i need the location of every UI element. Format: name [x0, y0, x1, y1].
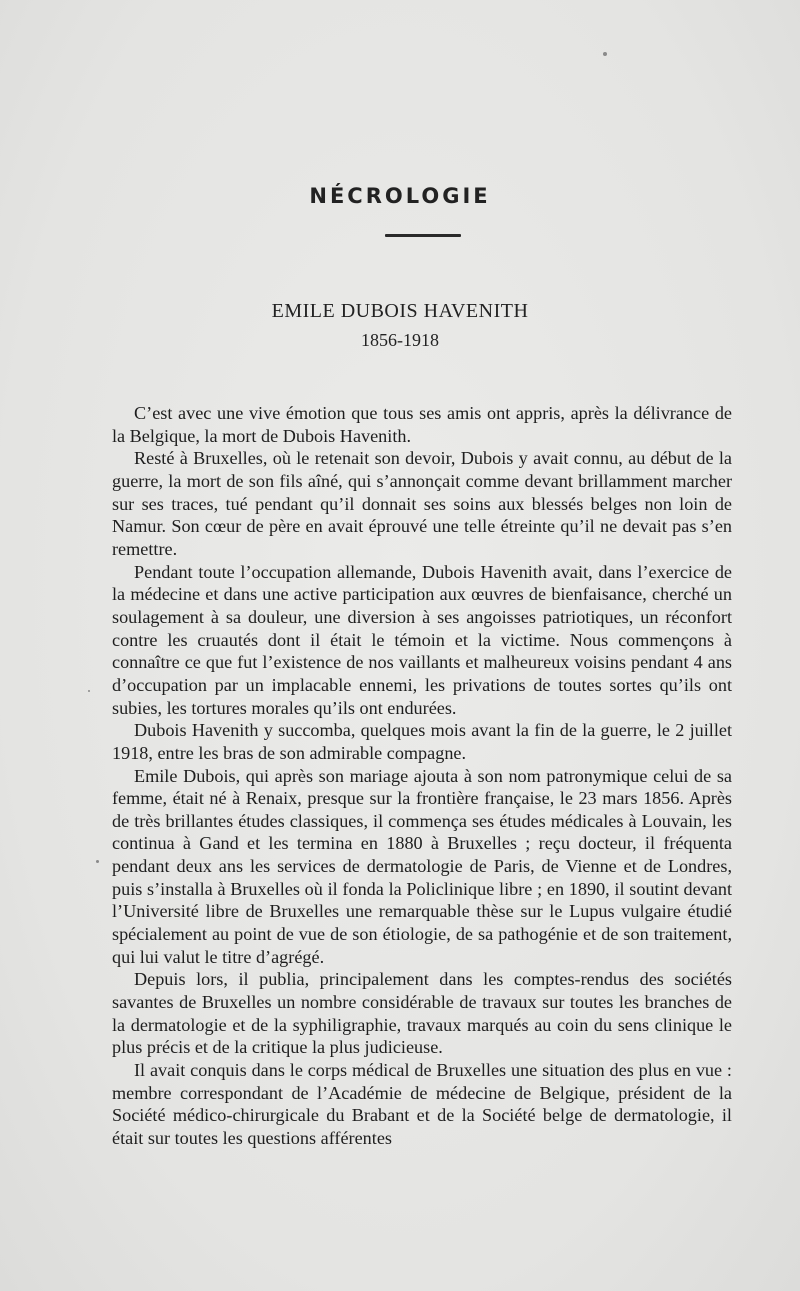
paper-speck: [96, 860, 99, 863]
paragraph: Dubois Havenith y succomba, quelques mois avant la fin de la guerre, le 2 juillet 1918, entre les bras de son admirable compagne.: [112, 720, 732, 763]
obituary-name: EMILE DUBOIS HAVENITH: [271, 300, 529, 322]
paragraph: Pendant toute l’occupation allemande, Dubois Havenith avait, dans l’exercice de la médecine et dans une active participation aux œuvres de bienfaisance, cherché un soulagement à sa douleur, une diversion à ses angoisses patriotiques, un réconfort contre les cruautés dont il était le témoin et la victime. Nous commençons à connaître ce que fut l’existence de nos vaillants et malheureux voisins pendant 4 ans d’occupation par un implacable ennemi, les privations de toutes sortes qu’ils ont subies, les tortures morales qu’ils ont endurées.: [112, 561, 732, 718]
paragraph: Il avait conquis dans le corps médical de Bruxelles une situation des plus en vue : membre correspondant de l’Académie de médecine de Belgique, président de la Société médico-chirurgicale du Brabant et de la Société belge de dermatologie, il était sur toutes les questions afférentes: [112, 1060, 732, 1148]
section-title: NÉCROLOGIE: [309, 184, 491, 208]
obituary-years: 1856-1918: [361, 330, 439, 350]
paper-speck: [603, 52, 607, 56]
paragraph: Resté à Bruxelles, où le retenait son devoir, Dubois y avait connu, au début de la guerre, la mort de son fils aîné, qui s’annonçait comme devant brillamment marcher sur ses traces, tué pendant qu’il donnait ses soins aux blessés belges non loin de Namur. Son cœur de père en avait éprouvé une telle étreinte qu’il ne devait pas s’en remettre.: [112, 448, 732, 559]
paragraph: Emile Dubois, qui après son mariage ajouta à son nom patronymique celui de sa femme, était né à Renaix, presque sur la frontière française, le 23 mars 1856. Après de très brillantes études classiques, il commença ses études médicales à Louvain, les continua à Gand et les termina en 1880 à Bruxelles ; reçu docteur, il fréquenta pendant deux ans les services de dermatologie de Paris, de Vienne et de Londres, puis s’installa à Bruxelles où il fonda la Policlinique libre ; en 1890, il soutint devant l’Université libre de Bruxelles une remarquable thèse sur le Lupus vulgaire étudié spécialement au point de vue de son étiologie, de sa pathogénie et de son traitement, qui lui valut le titre d’agrégé.: [112, 765, 732, 967]
paragraph: C’est avec une vive émotion que tous ses amis ont appris, après la délivrance de la Belgique, la mort de Dubois Havenith.: [112, 403, 732, 446]
paragraph: Depuis lors, il publia, principalement dans les comptes-rendus des sociétés savantes de Bruxelles un nombre considérable de travaux sur toutes les branches de la dermatologie et de la syphiligraphie, travaux marqués au coin du sens clinique le plus précis et de la critique la plus judicieuse.: [112, 969, 732, 1058]
obituary-body: [112, 402, 732, 1150]
paper-speck: [88, 690, 90, 692]
title-divider: [385, 234, 461, 237]
